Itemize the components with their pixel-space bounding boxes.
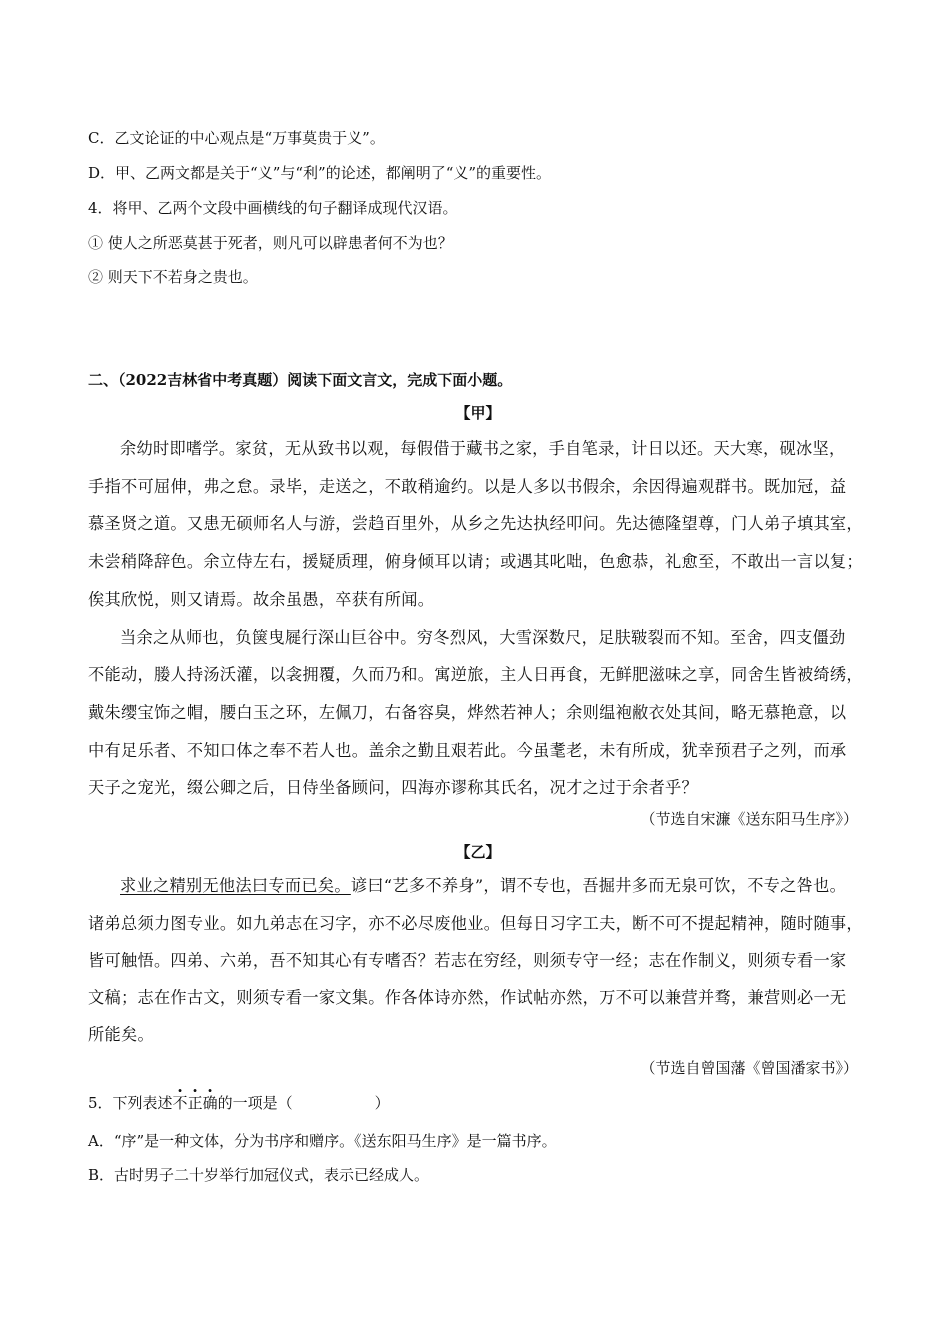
question-4: 4．将甲、乙两个文段中画横线的句子翻译成现代汉语。 — [88, 199, 458, 217]
question-4-item-1: ① 使人之所恶莫甚于死者，则凡可以辟患者何不为也？ — [88, 234, 453, 252]
underlined-sentence: 求业之精别无他法曰专而已矣。 — [120, 876, 351, 895]
yi-line: 皆可触悟。四弟、六弟，吾不知其心有专嗜否？若志在穷经，则须专守一经；志在作制义，则须专看一家 — [88, 951, 847, 970]
jia-line: 不能动，媵人持汤沃灌，以衾拥覆，久而乃和。寓逆旅，主人日再食，无鲜肥滋味之享，同舍生皆被绮绣， — [88, 665, 863, 684]
jia-line: 未尝稍降辞色。余立侍左右，援疑质理，俯身倾耳以请；或遇其叱咄，色愈恭，礼愈至，不敢出一言以复； — [88, 552, 863, 571]
question-5 — [88, 1093, 390, 1113]
question-4-item-2: ② 则天下不若身之贵也。 — [88, 268, 258, 286]
yi-line-first-rest: 谚曰“艺多不养身”，谓不专也，吾掘井多而无泉可饮，不专之咎也。 — [350, 876, 847, 895]
question-5-prefix: 5．下列表述 — [88, 1094, 173, 1112]
yi-line: 文稿；志在作古文，则须专看一家文集。作各体诗亦然，作试帖亦然，万不可以兼营并骛，兼营则必一无 — [88, 988, 847, 1007]
jia-line: 手指不可屈伸，弗之怠。录毕，走送之，不敢稍逾约。以是人多以书假余，余因得遍观群书。既加冠，益 — [88, 477, 847, 496]
section-heading: 二、（2022吉林省中考真题）阅读下面文言文，完成下面小题。 — [88, 371, 513, 389]
emphasis-char: 正 — [187, 1094, 203, 1112]
yi-line: 所能矣。 — [88, 1025, 154, 1044]
jia-line: 天子之宠光，缀公卿之后，日侍坐备顾问，四海亦谬称其氏名，况才之过于余者乎？ — [88, 778, 699, 797]
option-a: A．“序”是一种文体，分为书序和赠序。《送东阳马生序》是一篇书序。 — [88, 1132, 557, 1150]
question-5-close: ） — [374, 1094, 390, 1112]
passage-yi-label: 【乙】 — [455, 843, 501, 861]
emphasis-char: 确 — [202, 1094, 218, 1112]
jia-line: 余幼时即嗜学。家贫，无从致书以观，每假借于藏书之家，手自笔录，计日以还。天大寒，砚冰坚， — [120, 439, 846, 458]
option-d: D．甲、乙两文都是关于“义”与“利”的论述，都阐明了“义”的重要性。 — [88, 164, 552, 182]
jia-line: 俟其欣悦，则又请焉。故余虽愚，卒获有所闻。 — [88, 590, 435, 609]
jia-line: 戴朱缨宝饰之帽，腰白玉之环，左佩刀，右备容臭，烨然若神人；余则缊袍敝衣处其间，略无慕艳意，以 — [88, 703, 847, 722]
passage-yi-source: （节选自曾国藩《曾国潘家书》） — [640, 1059, 858, 1077]
option-c: C．乙文论证的中心观点是“万事莫贵于义”。 — [88, 129, 385, 147]
yi-line: 诸弟总须力图专业。如九弟志在习字，亦不必尽废他业。但每日习字工夫，断不可不提起精神，随时随事， — [88, 914, 863, 933]
passage-jia-source: （节选自宋濂《送东阳马生序》） — [640, 810, 858, 828]
passage-jia-label: 【甲】 — [455, 404, 501, 422]
jia-line: 中有足乐者、不知口体之奉不若人也。盖余之勤且艰若此。今虽耄老，未有所成，犹幸预君子之列，而承 — [88, 741, 847, 760]
emphasis-char: 不 — [172, 1094, 188, 1112]
yi-line-first — [120, 875, 868, 897]
jia-line: 当余之从师也，负箧曳屣行深山巨谷中。穷冬烈风，大雪深数尺，足肤皲裂而不知。至舍，四支僵劲 — [120, 628, 846, 647]
option-b: B．古时男子二十岁举行加冠仪式，表示已经成人。 — [88, 1166, 430, 1184]
question-5-suffix: 的一项是（ — [217, 1094, 293, 1112]
jia-line: 慕圣贤之道。又患无硕师名人与游，尝趋百里外，从乡之先达执经叩问。先达德隆望尊，门人弟子填其室， — [88, 514, 863, 533]
